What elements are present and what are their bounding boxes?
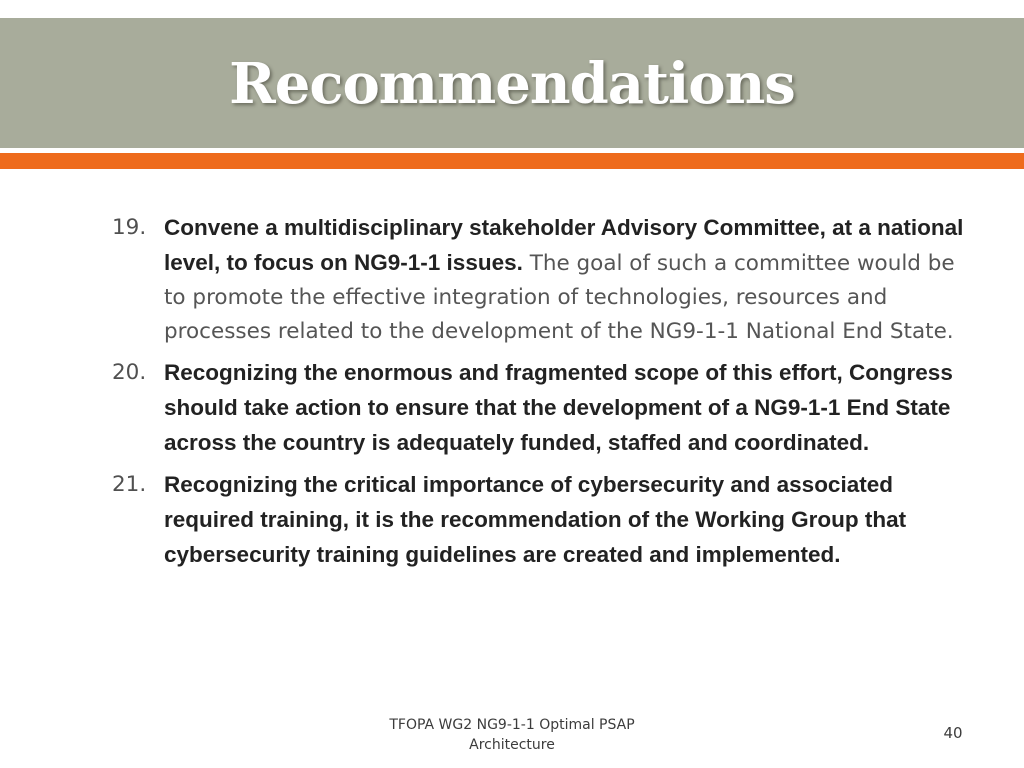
recommendation-item-19 (112, 211, 972, 349)
title-band (0, 18, 1024, 148)
item-number: 19. (112, 215, 147, 240)
item-lead-text: Recognizing the critical importance of cybersecurity and associated required training, it is the recommendation of the Working Group that cybersecurity training guidelines are created and implemented. (164, 472, 907, 567)
page-number: 40 (943, 724, 963, 742)
item-lead-text: Convene a multidisciplinary stakeholder Advisory Committee, at a national level, to focus on NG9-1-1 issues. (164, 215, 964, 275)
item-text (164, 468, 972, 573)
item-text (164, 211, 972, 349)
recommendation-item-20 (112, 356, 972, 461)
footer-line-2: Architecture (469, 737, 555, 753)
item-detail-text: The goal of such a committee would be to promote the effective integration of technologies, resources and processes related to the development of the NG9-1-1 National End State. (164, 251, 955, 344)
footer-text (352, 715, 672, 755)
item-number: 20. (112, 360, 147, 385)
item-text (164, 356, 972, 461)
slide-title: Recommendations (229, 51, 795, 117)
recommendations-list (112, 211, 972, 580)
accent-bar (0, 153, 1024, 169)
recommendation-item-21 (112, 468, 972, 573)
item-lead-text: Recognizing the enormous and fragmented scope of this effort, Congress should take action to ensure that the development of a NG9-1-1 End State across the country is adequately funded, staffed and coordinated. (164, 360, 953, 455)
footer-line-1: TFOPA WG2 NG9-1-1 Optimal PSAP (389, 717, 635, 733)
item-number: 21. (112, 472, 147, 497)
